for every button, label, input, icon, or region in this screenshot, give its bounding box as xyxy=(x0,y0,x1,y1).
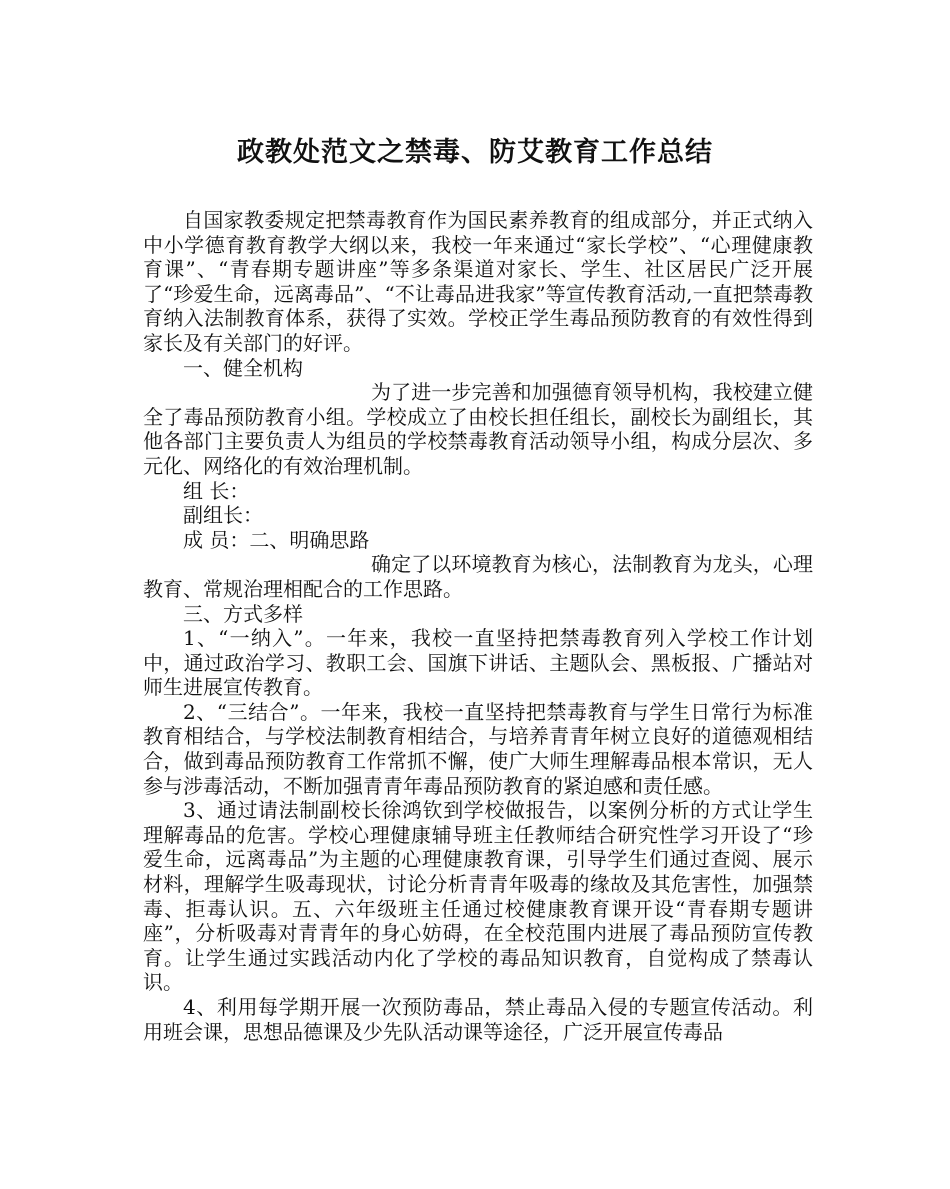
paragraph-intro: 自国家教委规定把禁毒教育作为国民素养教育的组成部分，并正式纳入中小学德育教育教学大纲以来，我校一年来通过“家长学校”、“心理健康教育课”、“青春期专题讲座”等多条渠道对家长、学生、社区居民广泛开展了“珍爱生命，远离毒品”、“不让毒品进我家”等宣传教育活动,一直把禁毒教育纳入法制教育体系，获得了实效。学校正学生毒品预防教育的有效性得到家长及有关部门的好评。 xyxy=(143,208,813,355)
line-group-leader: 组 长： xyxy=(183,478,250,503)
paragraph-method-3: 3、通过请法制副校长徐鸿钦到学校做报告，以案例分析的方式让学生理解毒品的危害。学校心理健康辅导班主任教师结合研究性学习开设了“珍爱生命，远离毒品”为主题的心理健康教育课，引导学生们通过查阅、展示材料，理解学生吸毒现状，讨论分析青青年吸毒的缘故及其危害性，加强禁毒、拒毒认识。五、六年级班主任通过校健康教育课开设“青春期专题讲座”，分析吸毒对青青年的身心妨碍，在全校范围内进展了毒品预防宣传教育。让学生通过实践活动内化了学校的毒品知识教育，自觉构成了禁毒认识。 xyxy=(143,798,813,995)
line-members-and-heading-ideas: 成 员：二、明确思路 xyxy=(183,527,370,552)
section-heading-methods: 三、方式多样 xyxy=(183,601,303,626)
paragraph-organization: 为了进一步完善和加强德育领导机构，我校建立健全了毒品预防教育小组。学校成立了由校长担任组长，副校长为副组长，其他各部门主要负责人为组员的学校禁毒教育活动领导小组，构成分层次、多元化、网络化的有效治理机制。 xyxy=(143,380,813,478)
document-title: 政教处范文之禁毒、防艾教育工作总结 xyxy=(237,137,713,168)
paragraph-method-2: 2、“三结合”。一年来，我校一直坚持把禁毒教育与学生日常行为标准教育相结合，与学校法制教育相结合，与培养青青年树立良好的道德观相结合，做到毒品预防教育工作常抓不懈，使广大师生理解毒品根本常识，无人参与涉毒活动，不断加强青青年毒品预防教育的紧迫感和责任感。 xyxy=(143,699,813,798)
paragraph-method-4: 4、利用每学期开展一次预防毒品，禁止毒品入侵的专题宣传活动。利用班会课，思想品德课及少先队活动课等途径，广泛开展宣传毒品 xyxy=(143,995,813,1044)
paragraph-ideas: 确定了以环境教育为核心，法制教育为龙头，心理教育、常规治理相配合的工作思路。 xyxy=(143,552,813,601)
section-heading-organization: 一、健全机构 xyxy=(183,355,303,380)
line-deputy-leader: 副组长： xyxy=(183,503,263,528)
paragraph-method-1: 1、“一纳入”。一年来，我校一直坚持把禁毒教育列入学校工作计划中，通过政治学习、教职工会、国旗下讲话、主题队会、黑板报、广播站对师生进展宣传教育。 xyxy=(143,626,813,700)
document-body xyxy=(143,208,813,1044)
